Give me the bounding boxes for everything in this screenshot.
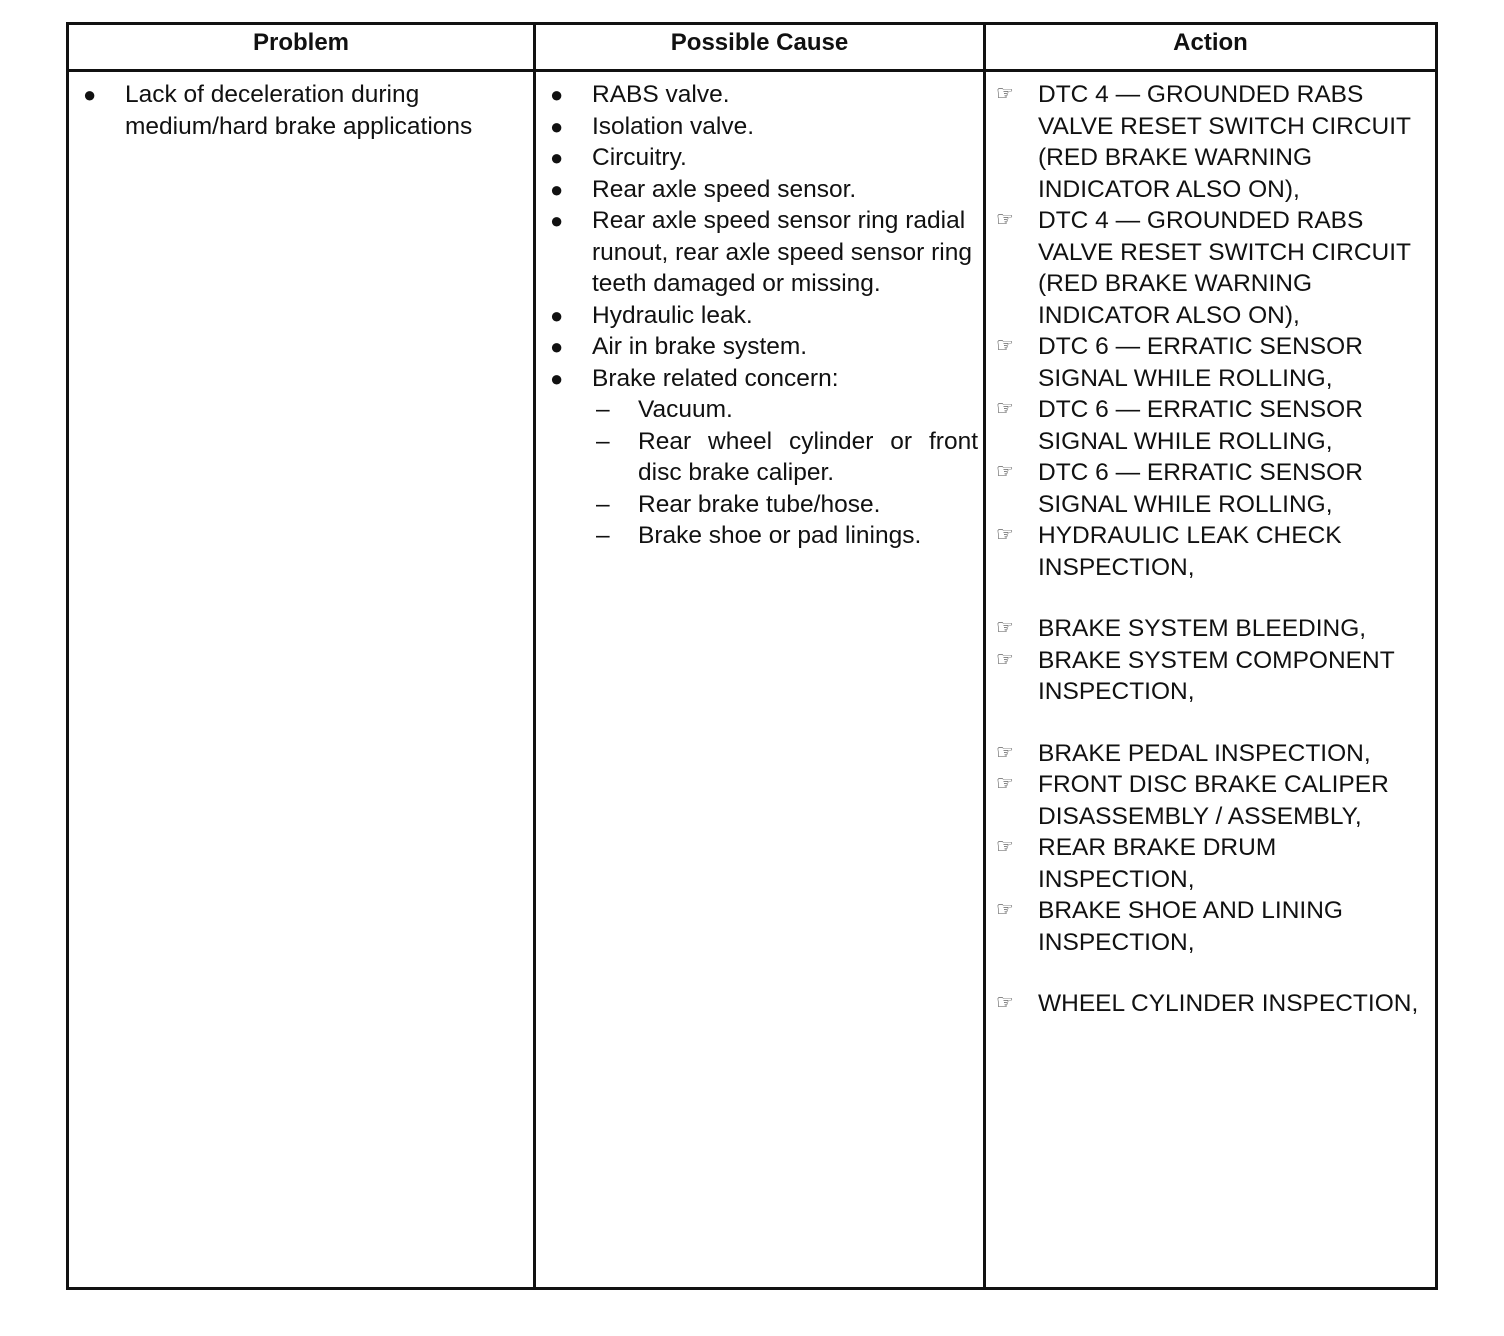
action-text: HYDRAULIC LEAK CHECK INSPECTION, bbox=[1038, 522, 1342, 581]
cause-text: Isolation valve. bbox=[592, 112, 755, 140]
action-text: DTC 6 — ERRATIC SENSOR SIGNAL WHILE ROLLING, bbox=[1038, 396, 1363, 455]
pointing-hand-icon: ☞ bbox=[996, 648, 1014, 671]
action-text: DTC 6 — ERRATIC SENSOR SIGNAL WHILE ROLLING, bbox=[1038, 459, 1363, 518]
action-text: BRAKE SHOE AND LINING INSPECTION, bbox=[1038, 897, 1343, 956]
cause-subitem-text: Rear brake tube/hose. bbox=[638, 490, 881, 518]
cause-item bbox=[536, 300, 978, 332]
bullet-icon: ● bbox=[550, 334, 564, 359]
problem-text: Lack of deceleration during medium/hard brake applications bbox=[125, 81, 473, 140]
dash-icon: – bbox=[596, 396, 610, 423]
cause-item bbox=[536, 111, 978, 143]
pointing-hand-icon: ☞ bbox=[996, 617, 1014, 639]
header-problem: Problem bbox=[252, 29, 350, 56]
cause-subitem bbox=[536, 394, 978, 426]
cause-text: Air in brake system. bbox=[592, 333, 808, 360]
bullet-icon: ● bbox=[550, 82, 564, 107]
cause-subitem-text: Rear wheel cylinder or front disc brake caliper. bbox=[638, 427, 978, 486]
cause-subitem bbox=[536, 426, 978, 489]
problem-item bbox=[69, 79, 521, 142]
action-text: BRAKE PEDAL INSPECTION, bbox=[1038, 739, 1371, 767]
cause-text: Rear axle speed sensor. bbox=[592, 175, 857, 203]
action-item bbox=[986, 738, 1426, 770]
pointing-hand-icon: ☞ bbox=[996, 209, 1014, 231]
pointing-hand-icon: ☞ bbox=[996, 741, 1014, 764]
cause-item bbox=[536, 205, 978, 300]
dash-icon: – bbox=[596, 522, 610, 549]
bullet-icon: ● bbox=[83, 82, 97, 107]
problem-cell bbox=[69, 79, 521, 142]
bullet-icon: ● bbox=[550, 365, 564, 391]
cause-text: Rear axle speed sensor ring radial runout, rear axle speed sensor ring teeth damaged or missing. bbox=[592, 207, 972, 297]
bullet-icon: ● bbox=[550, 208, 564, 233]
action-item bbox=[986, 769, 1426, 832]
action-text: BRAKE SYSTEM COMPONENT INSPECTION, bbox=[1038, 646, 1395, 705]
cause-text: Brake related concern: bbox=[592, 364, 839, 392]
cause-item bbox=[536, 174, 978, 206]
cause-item bbox=[536, 331, 978, 363]
pointing-hand-icon: ☞ bbox=[996, 836, 1014, 858]
action-text: WHEEL CYLINDER INSPECTION, bbox=[1038, 990, 1419, 1017]
diagnosis-table bbox=[66, 22, 1438, 1290]
action-text: BRAKE SYSTEM BLEEDING, bbox=[1038, 615, 1367, 642]
header-divider bbox=[69, 69, 1435, 72]
action-text: REAR BRAKE DRUM INSPECTION, bbox=[1038, 834, 1277, 893]
cause-item bbox=[536, 142, 978, 174]
action-item bbox=[986, 331, 1426, 394]
cause-subitem bbox=[536, 520, 978, 552]
action-text: DTC 6 — ERRATIC SENSOR SIGNAL WHILE ROLLING, bbox=[1038, 333, 1363, 392]
dash-icon: – bbox=[596, 490, 610, 518]
pointing-hand-icon: ☞ bbox=[996, 461, 1014, 483]
cause-item bbox=[536, 363, 978, 395]
action-item bbox=[986, 394, 1426, 457]
pointing-hand-icon: ☞ bbox=[996, 398, 1014, 420]
cause-cell bbox=[536, 79, 978, 552]
action-text: FRONT DISC BRAKE CALIPER DISASSEMBLY / ASSEMBLY, bbox=[1038, 771, 1389, 830]
action-cell bbox=[986, 79, 1426, 1020]
bullet-icon: ● bbox=[550, 302, 564, 328]
action-item bbox=[986, 832, 1426, 895]
pointing-hand-icon: ☞ bbox=[996, 83, 1014, 105]
cause-subitem-text: Vacuum. bbox=[638, 396, 733, 423]
cause-item bbox=[536, 79, 978, 111]
action-item bbox=[986, 79, 1426, 205]
header-action: Action bbox=[1173, 29, 1248, 56]
action-item bbox=[986, 613, 1426, 645]
bullet-icon: ● bbox=[550, 113, 564, 139]
action-item bbox=[986, 988, 1426, 1020]
pointing-hand-icon: ☞ bbox=[996, 992, 1014, 1014]
pointing-hand-icon: ☞ bbox=[996, 899, 1014, 921]
action-item bbox=[986, 457, 1426, 520]
bullet-icon: ● bbox=[550, 176, 564, 202]
dash-icon: – bbox=[596, 427, 610, 455]
cause-text: Hydraulic leak. bbox=[592, 301, 753, 329]
action-item bbox=[986, 895, 1426, 958]
action-item bbox=[986, 520, 1426, 583]
action-text: DTC 4 — GROUNDED RABS VALVE RESET SWITCH CIRCUIT (RED BRAKE WARNING INDICATOR ALSO ON), bbox=[1038, 81, 1411, 203]
cause-text: Circuitry. bbox=[592, 144, 687, 171]
cause-text: RABS valve. bbox=[592, 81, 730, 108]
pointing-hand-icon: ☞ bbox=[996, 335, 1014, 357]
action-item bbox=[986, 205, 1426, 331]
pointing-hand-icon: ☞ bbox=[996, 773, 1014, 795]
header-possible-cause: Possible Cause bbox=[670, 29, 849, 56]
pointing-hand-icon: ☞ bbox=[996, 524, 1014, 546]
bullet-icon: ● bbox=[550, 145, 564, 170]
cause-subitem-text: Brake shoe or pad linings. bbox=[638, 522, 922, 549]
cause-subitem bbox=[536, 489, 978, 521]
action-text: DTC 4 — GROUNDED RABS VALVE RESET SWITCH CIRCUIT (RED BRAKE WARNING INDICATOR ALSO ON), bbox=[1038, 207, 1411, 329]
action-item bbox=[986, 645, 1426, 708]
